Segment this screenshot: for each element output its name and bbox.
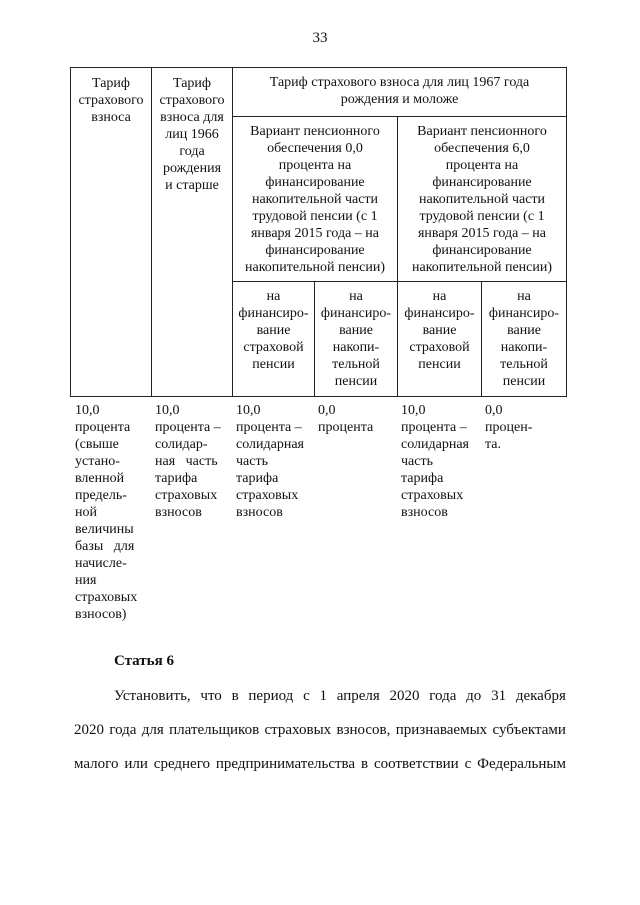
word: или <box>124 756 148 772</box>
header-line: финансирование <box>432 243 532 258</box>
header-line: обеспечения 0,0 <box>267 141 363 156</box>
row-cell-tariff <box>75 402 149 623</box>
header-line: пенсии <box>502 374 546 389</box>
word: предпринимательства <box>215 756 356 772</box>
word: в <box>360 756 369 772</box>
cell-line: тарифа <box>155 471 198 486</box>
cell-line: процента <box>75 420 131 435</box>
header-line: накопительной части <box>251 192 379 207</box>
word: соответствии <box>373 756 459 772</box>
header-line: января 2015 года – на <box>250 226 380 241</box>
header-variant-6 <box>397 116 567 282</box>
word: 1 <box>319 688 327 704</box>
header-sub-funded-a <box>314 281 398 397</box>
paragraph-line-1 <box>114 688 566 705</box>
header-line: взноса <box>91 110 131 125</box>
cell-line: 0,0 <box>485 403 503 418</box>
header-variant-0 <box>232 116 398 282</box>
header-sub-insurance-a <box>232 281 315 397</box>
word: малого <box>74 756 119 772</box>
cell-line: 0,0 <box>318 403 336 418</box>
cell-line: страховых <box>401 488 464 503</box>
header-line: января 2015 года – на <box>417 226 547 241</box>
word: с <box>464 756 472 772</box>
header-tariff <box>70 67 152 397</box>
page-number: 33 <box>312 30 328 46</box>
cell-line: (свыше <box>75 437 119 452</box>
header-line: вание <box>507 323 541 338</box>
header-line: вание <box>256 323 291 338</box>
header-line: финансиро- <box>238 306 309 321</box>
row-cell-insurance-b <box>401 402 481 521</box>
cell-line: ной <box>75 505 97 520</box>
row-cell-funded-b <box>485 402 565 453</box>
cell-line: процента – <box>155 420 221 435</box>
header-line: пенсии <box>252 357 295 372</box>
header-line: Тариф страхового взноса для лиц 1967 года <box>269 75 530 90</box>
word: среднего <box>153 756 210 772</box>
cell-line: 10,0 <box>75 403 100 418</box>
header-line: Вариант пенсионного <box>417 124 547 139</box>
cell-line: 10,0 <box>155 403 180 418</box>
word: плательщиков <box>169 722 260 738</box>
header-line: тельной <box>500 357 548 372</box>
word: года <box>109 722 137 738</box>
word: страховых <box>264 722 332 738</box>
cell-line: процента <box>318 420 374 435</box>
cell-line: страховых <box>236 488 299 503</box>
header-line: финансиро- <box>320 306 392 321</box>
cell-line: солидарная <box>401 437 469 452</box>
header-line: финансирование <box>432 175 532 190</box>
word: период <box>248 688 294 704</box>
header-tariff-1967 <box>232 67 567 117</box>
header-line: накопительной пенсии) <box>244 260 386 275</box>
cell-line: ная часть <box>155 454 218 469</box>
header-line: Вариант пенсионного <box>250 124 380 139</box>
header-tariff-1966 <box>151 67 233 397</box>
header-line: страхового <box>159 93 225 108</box>
cell-line: страховых <box>75 590 138 605</box>
header-line: страховой <box>243 340 304 355</box>
header-line: процента на <box>278 158 352 173</box>
word: признаваемых <box>395 722 488 738</box>
header-line: вание <box>339 323 373 338</box>
word: до <box>466 688 482 704</box>
header-sub-funded-b <box>481 281 567 397</box>
cell-line: та. <box>485 437 502 452</box>
word: субъектами <box>492 722 566 738</box>
word: что <box>200 688 222 704</box>
word: 2020 <box>389 688 420 704</box>
cell-line: величины <box>75 522 134 537</box>
cell-line: часть <box>236 454 268 469</box>
paragraph-line-3 <box>74 756 566 773</box>
header-line: Тариф <box>173 76 211 91</box>
cell-line: ния <box>75 573 97 588</box>
cell-line: взносов <box>236 505 283 520</box>
cell-line: вленной <box>75 471 125 486</box>
cell-line: базы для <box>75 539 135 554</box>
cell-line: устано- <box>75 454 120 469</box>
header-line: рождения и моложе <box>340 92 459 107</box>
header-line: трудовой пенсии (с 1 <box>419 209 545 224</box>
word: взносов, <box>336 722 391 738</box>
cell-line: предель- <box>75 488 127 503</box>
header-line: вание <box>422 323 457 338</box>
word: года <box>429 688 457 704</box>
header-line: накопительной части <box>418 192 546 207</box>
word: декабря <box>515 688 566 704</box>
header-line: на <box>266 289 281 304</box>
paragraph-line-2 <box>74 722 566 739</box>
article-heading: Статья 6 <box>114 653 174 669</box>
header-line: финансирование <box>265 175 365 190</box>
header-line: процента на <box>445 158 519 173</box>
word: 31 <box>491 688 507 704</box>
header-line: Тариф <box>92 76 130 91</box>
header-line: накопи- <box>500 340 548 355</box>
header-line: взноса для <box>160 110 224 125</box>
row-cell-funded-a <box>318 402 396 436</box>
header-line: страхового <box>78 93 144 108</box>
cell-line: процента – <box>401 420 467 435</box>
cell-line: тарифа <box>401 471 444 486</box>
word: апреля <box>336 688 380 704</box>
cell-line: 10,0 <box>236 403 261 418</box>
cell-line: часть <box>401 454 433 469</box>
word: с <box>303 688 310 704</box>
header-line: лиц 1966 <box>165 127 219 142</box>
header-line: и старше <box>165 178 219 193</box>
cell-line: страховых <box>155 488 218 503</box>
header-line: рождения <box>162 161 222 176</box>
header-line: пенсии <box>334 374 378 389</box>
header-line: года <box>179 144 205 159</box>
header-line: на <box>432 289 447 304</box>
cell-line: взносов) <box>75 607 127 622</box>
header-line: накопи- <box>332 340 380 355</box>
header-line: финансиро- <box>488 306 560 321</box>
cell-line: процента – <box>236 420 302 435</box>
word: Установить, <box>114 688 191 704</box>
cell-line: начисле- <box>75 556 127 571</box>
row-cell-insurance-a <box>236 402 314 521</box>
header-line: пенсии <box>418 357 461 372</box>
header-line: страховой <box>409 340 470 355</box>
word: 2020 <box>74 722 104 738</box>
header-line: тельной <box>332 357 380 372</box>
cell-line: 10,0 <box>401 403 426 418</box>
cell-line: солидарная <box>236 437 304 452</box>
row-cell-tariff-1966 <box>155 402 231 521</box>
word: для <box>141 722 164 738</box>
header-line: на <box>517 289 531 304</box>
header-sub-insurance-b <box>397 281 482 397</box>
word: в <box>231 688 239 704</box>
cell-line: солидар- <box>155 437 208 452</box>
cell-line: тарифа <box>236 471 279 486</box>
header-line: трудовой пенсии (с 1 <box>252 209 378 224</box>
header-line: финансирование <box>265 243 365 258</box>
word: Федеральным <box>477 756 566 772</box>
header-line: накопительной пенсии) <box>411 260 553 275</box>
header-line: финансиро- <box>404 306 475 321</box>
header-line: на <box>349 289 363 304</box>
cell-line: взносов <box>401 505 448 520</box>
header-line: обеспечения 6,0 <box>434 141 530 156</box>
cell-line: процен- <box>485 420 533 435</box>
cell-line: взносов <box>155 505 202 520</box>
